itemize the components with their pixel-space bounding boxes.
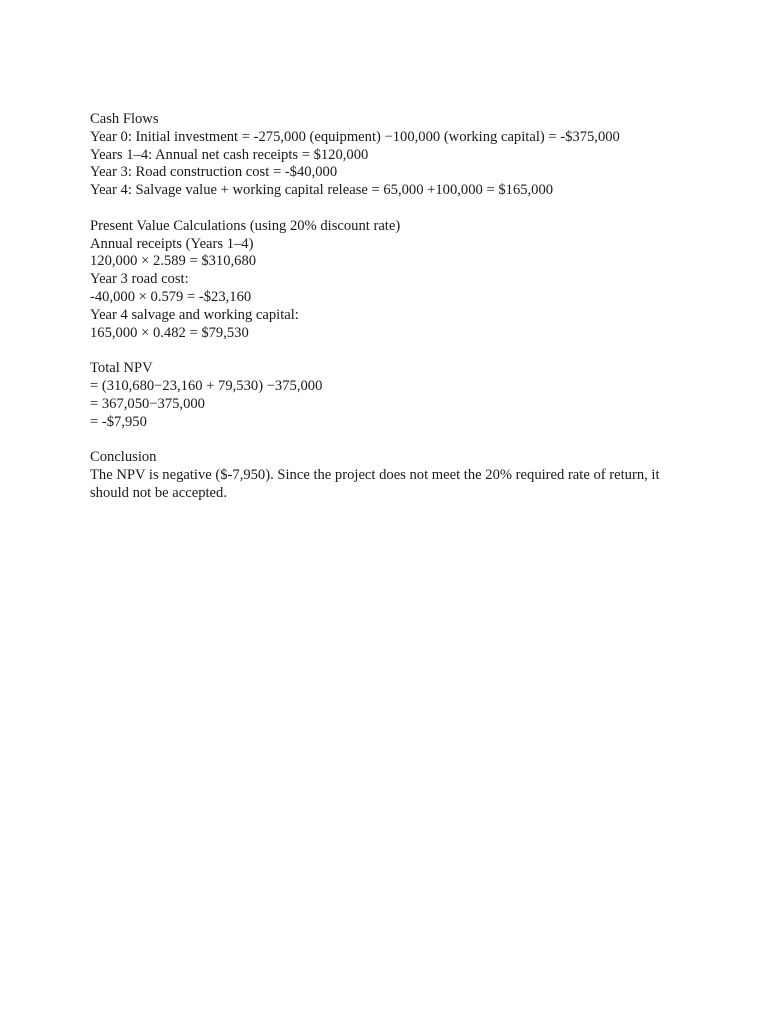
cash-flows-heading: Cash Flows — [90, 111, 159, 127]
present-value-section — [90, 218, 680, 343]
conclusion-text: The NPV is negative ($-7,950). Since the project does not meet the 20% required rate of return, it should not be accepted. — [90, 466, 660, 501]
paragraph-gap — [90, 431, 680, 449]
document-body — [90, 111, 680, 503]
cash-flow-line: Years 1–4: Annual net cash receipts = $120,000 — [90, 146, 369, 163]
present-value-line: 165,000 × 0.482 = $79,530 — [90, 324, 249, 341]
npv-line: = 367,050−375,000 — [90, 395, 205, 412]
npv-line: = -$7,950 — [90, 413, 147, 430]
present-value-heading: Present Value Calculations (using 20% discount rate) — [90, 217, 401, 234]
npv-line: = (310,680−23,160 + 79,530) −375,000 — [90, 377, 323, 394]
present-value-line: Year 3 road cost: — [90, 271, 189, 288]
total-npv-heading: Total NPV — [90, 360, 153, 377]
conclusion-section — [90, 449, 680, 502]
conclusion-heading: Conclusion — [90, 449, 157, 466]
cash-flows-section — [90, 111, 680, 200]
present-value-line: -40,000 × 0.579 = -$23,160 — [90, 288, 252, 305]
cash-flow-line: Year 0: Initial investment = -275,000 (equipment) −100,000 (working capital) = -$375,000 — [90, 128, 620, 145]
present-value-line: 120,000 × 2.589 = $310,680 — [90, 253, 257, 270]
present-value-line: Year 4 salvage and working capital: — [90, 306, 299, 323]
total-npv-section — [90, 360, 680, 431]
paragraph-gap — [90, 342, 680, 360]
present-value-line: Annual receipts (Years 1–4) — [90, 235, 254, 252]
paragraph-gap — [90, 200, 680, 218]
cash-flow-line: Year 3: Road construction cost = -$40,000 — [90, 164, 338, 181]
cash-flow-line: Year 4: Salvage value + working capital release = 65,000 +100,000 = $165,000 — [90, 182, 554, 199]
